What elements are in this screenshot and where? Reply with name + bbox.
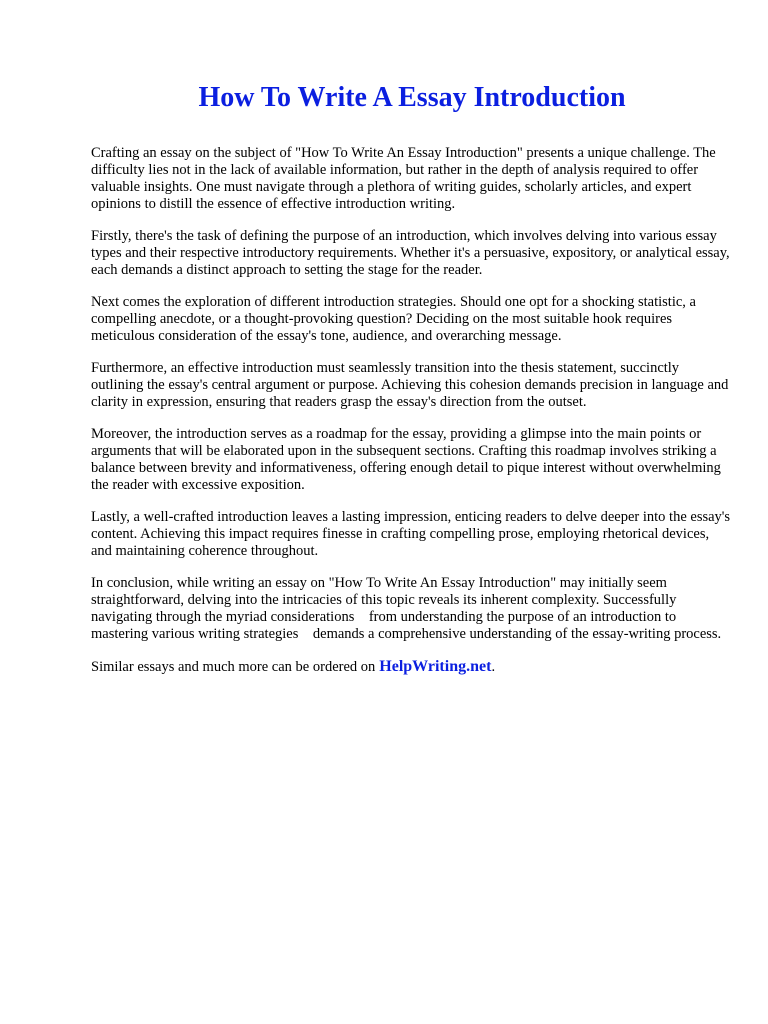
paragraph-2: Firstly, there's the task of defining the purpose of an introduction, which involves delving into various essay types and their respective introductory requirements. Whether it's a persuasive, expository, or analytical essay, each demands a distinct approach to setting the stage for the reader. — [91, 228, 730, 278]
helpwriting-link[interactable]: HelpWriting.net — [379, 658, 492, 675]
paragraph-7: In conclusion, while writing an essay on "How To Write An Essay Introduction" may initially seem straightforward, delving into the intricacies of this topic reveals its inherent complexity. Successfully navigating through the myriad considerations from understanding the purpose of an introduction to mastering various writing strategies demands a comprehensive understanding of the essay-writing process. — [91, 575, 722, 642]
paragraph-4: Furthermore, an effective introduction must seamlessly transition into the thesis statement, succinctly outlining the essay's central argument or purpose. Achieving this cohesion demands precision in language and clarity in expression, ensuring that readers grasp the essay's direction from the outset. — [91, 360, 729, 410]
paragraph-1: Crafting an essay on the subject of "How To Write An Essay Introduction" presents a unique challenge. The difficulty lies not in the lack of available information, but rather in the depth of analysis required to offer valuable insights. One must navigate through a plethora of writing guides, scholarly articles, and expert opinions to distill the essence of effective introduction writing. — [91, 145, 716, 212]
footer-suffix: . — [491, 659, 496, 675]
page-title: How To Write A Essay Introduction — [198, 82, 626, 113]
footer-line — [91, 658, 731, 676]
paragraph-5: Moreover, the introduction serves as a roadmap for the essay, providing a glimpse into the main points or arguments that will be elaborated upon in the subsequent sections. Crafting this roadmap involves striking a balance between brevity and informativeness, offering enough detail to pique interest without overwhelming the reader with excessive exposition. — [91, 426, 721, 493]
paragraph-3: Next comes the exploration of different introduction strategies. Should one opt for a shocking statistic, a compelling anecdote, or a thought-provoking question? Deciding on the most suitable hook requires meticulous consideration of the essay's tone, audience, and overarching message. — [91, 294, 696, 344]
footer-text: Similar essays and much more can be ordered on — [91, 659, 376, 675]
essay-body — [91, 145, 731, 691]
paragraph-6: Lastly, a well-crafted introduction leaves a lasting impression, enticing readers to delve deeper into the essay's content. Achieving this impact requires finesse in crafting compelling prose, employing rhetorical devices, and maintaining coherence throughout. — [91, 509, 731, 559]
